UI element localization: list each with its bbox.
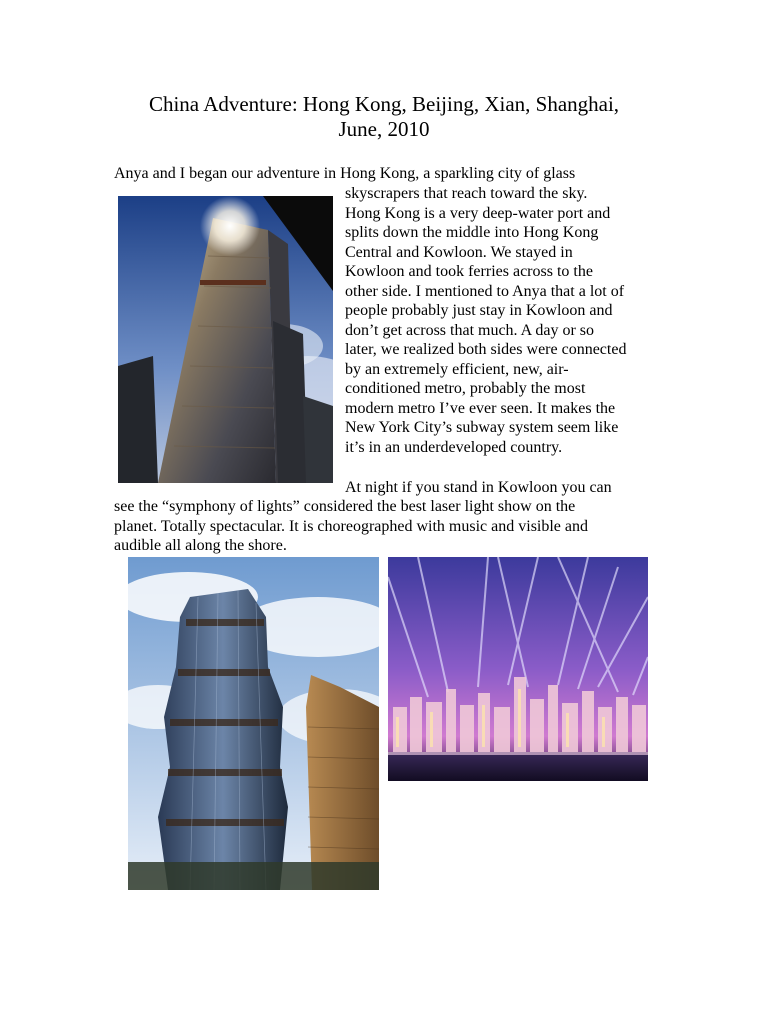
text-line: Hong Kong is a very deep-water port and <box>345 204 611 222</box>
paragraph-1-wrapped <box>345 184 626 457</box>
text-line: At night if you stand in Kowloon you can <box>345 479 612 496</box>
text-line: Anya and I began our adventure in Hong Kong, a sparkling city of glass <box>114 165 576 182</box>
text-line: it’s in an underdeveloped country. <box>345 438 563 456</box>
text-line: don’t get across that much. A day or so <box>345 321 594 339</box>
title-line-1: China Adventure: Hong Kong, Beijing, Xian, Shanghai, <box>148 92 620 116</box>
text-line: New York City’s subway system seem like <box>345 419 619 436</box>
text-line: skyscrapers that reach toward the sky. <box>345 185 588 202</box>
text-line: people probably just stay in Kowloon and <box>345 302 613 319</box>
paragraph-2-first-line <box>345 478 612 498</box>
text-line: Central and Kowloon. We stayed in <box>345 243 573 261</box>
title-line-2: June, 2010 <box>338 117 430 141</box>
text-line: by an extremely efficient, new, air- <box>345 360 569 378</box>
text-line: splits down the middle into Hong Kong <box>345 224 599 241</box>
paragraph-2-lines <box>114 497 588 556</box>
text-line: later, we realized both sides were connected <box>345 341 627 358</box>
lippo-centre-photo <box>128 557 379 890</box>
text-line: audible all along the shore. <box>114 537 287 554</box>
text-line: planet. Totally spectacular. It is choreographed with music and visible and <box>114 517 589 535</box>
paragraph-1-first-line <box>114 164 575 184</box>
text-line: Kowloon and took ferries across to the <box>345 263 593 280</box>
text-line: conditioned metro, probably the most <box>345 380 586 397</box>
skyscraper-photo <box>118 196 333 483</box>
text-line: other side. I mentioned to Anya that a lot of <box>345 282 625 300</box>
symphony-of-lights-photo <box>388 557 648 781</box>
page-title <box>100 92 668 142</box>
text-line: modern metro I’ve ever seen. It makes the <box>345 399 616 417</box>
text-line: see the “symphony of lights” considered the best laser light show on the <box>114 498 576 515</box>
